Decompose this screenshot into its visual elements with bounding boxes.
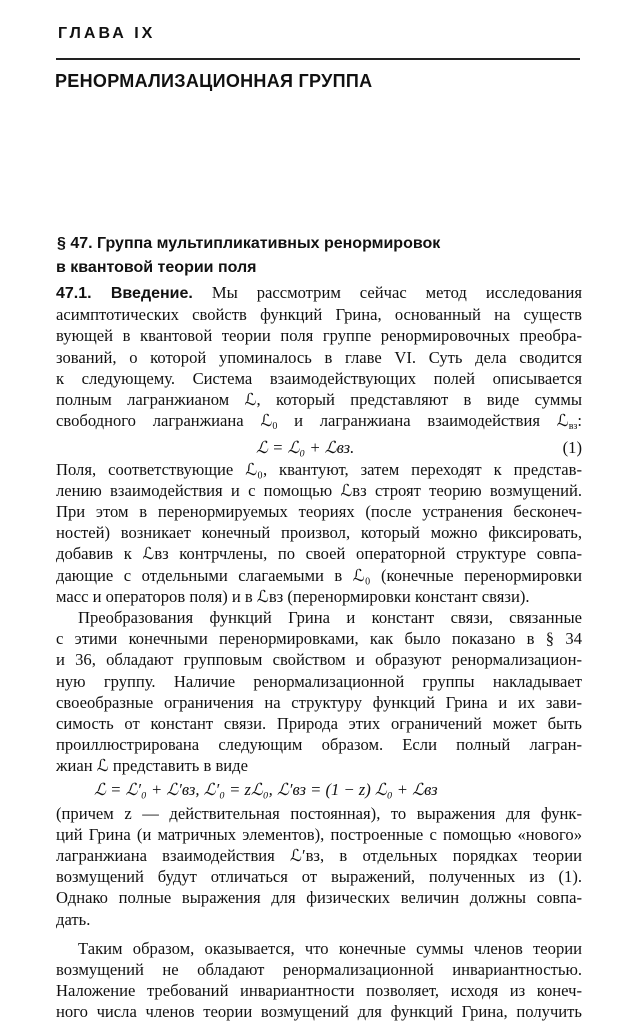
text-line: зований, о которой упоминалось в главе VI. Суть дела сводится xyxy=(56,347,582,367)
text-line: асимптотических свойств функций Грина, основанный на существ xyxy=(56,305,582,325)
text-line: ций Грина (и матричных элементов), построенные с помощью «нового» xyxy=(56,824,582,844)
chapter-number: ГЛАВА IX xyxy=(58,25,156,42)
text-line: ного числа членов теории возмущений для функций Грина, получить xyxy=(56,1002,582,1022)
text-line: Таким образом, оказывается, что конечные суммы членов теории xyxy=(78,938,582,958)
text-line: к следующему. Система взаимодействующих полей описывается xyxy=(56,368,582,388)
text-line: дающие с отдельными слагаемыми в ℒ₀ (конечные перенормировки xyxy=(56,565,582,585)
text-line: масс и операторов поля) и в ℒвз (перенормировки констант связи). xyxy=(56,586,530,606)
section-title-line-1: § 47. Группа мультипликативных ренормировок xyxy=(57,235,441,252)
section-title-line-2: в квантовой теории поля xyxy=(56,259,257,276)
subsection-heading: 47.1. Введение. xyxy=(56,285,193,302)
text-line: (причем z — действительная постоянная), то выражения для функ- xyxy=(56,803,582,823)
equation-2: ℒ = ℒ′₀ + ℒ′вз, ℒ′₀ = zℒ₀, ℒ′вз = (1 − z) ℒ₀ + ℒвз xyxy=(94,779,438,799)
text-line: ностей) возникает конечный произвол, который можно фиксировать, xyxy=(56,523,582,543)
text-line: дать. xyxy=(56,909,91,929)
text-line: Преобразования функций Грина и констант связи, связанные xyxy=(78,608,582,628)
text-line: Поля, соответствующие ℒ₀, квантуют, затем переходят к представ- xyxy=(56,459,582,479)
text-line: возмущений не обладают ренормализационной инвариантностью. xyxy=(56,960,582,980)
text-line: с этими конечными перенормировками, как было показано в § 34 xyxy=(56,629,582,649)
text-line: симость от констант связи. Природа этих ограничений может быть xyxy=(56,714,582,734)
equation-1-number: (1) xyxy=(562,438,582,458)
text-line: добавив к ℒвз контрчлены, по своей операторной структуре совпа- xyxy=(56,544,582,564)
text-line: При этом в перенормируемых теориях (после устранения бесконеч- xyxy=(56,502,582,522)
header-rule xyxy=(56,58,580,60)
text-line: Наложение требований инвариантности позволяет, исходя из конеч- xyxy=(56,981,582,1001)
text-line: 47.1. Введение. Мы рассмотрим сейчас метод исследования xyxy=(56,283,582,302)
text-line: полным лагранжианом ℒ, который представляют в виде суммы xyxy=(56,390,582,410)
section-title xyxy=(57,232,440,280)
text-line: возмущений будут отличаться от выражений, полученных из (1). xyxy=(56,867,582,887)
text-line: свободного лагранжиана ℒ$_0$ и лагранжиана взаимодействия ℒ$_{вз}$: xyxy=(56,411,582,433)
equation-1-expression: ℒ = ℒ₀ + ℒвз. xyxy=(256,438,355,458)
body-text xyxy=(56,282,582,1023)
equation-1 xyxy=(56,437,582,458)
text-line: жиан ℒ представить в виде xyxy=(56,756,248,776)
text-line: лению взаимодействия и с помощью ℒвз строят теорию возмущений. xyxy=(56,480,582,500)
text-line: вующей в квантовой теории поля группе ренормировочных преобра- xyxy=(56,326,582,346)
text-line: своеобразные ограничения на структуру функций Грина и их зави- xyxy=(56,692,582,712)
text-line: и 36, обладают групповым свойством и образуют ренормализацион- xyxy=(56,650,582,670)
chapter-title: РЕНОРМАЛИЗАЦИОННАЯ ГРУППА xyxy=(55,71,373,91)
text-line: лагранжиана взаимодействия ℒ′вз, в отдельных порядках теории xyxy=(56,846,582,866)
text-line: ную группу. Наличие ренормализационной группы накладывает xyxy=(56,671,582,691)
text-line: Однако полные выражения для физических величин должны совпа- xyxy=(56,888,582,908)
text-line: проиллюстрирована следующим образом. Если полный лагран- xyxy=(56,735,582,755)
